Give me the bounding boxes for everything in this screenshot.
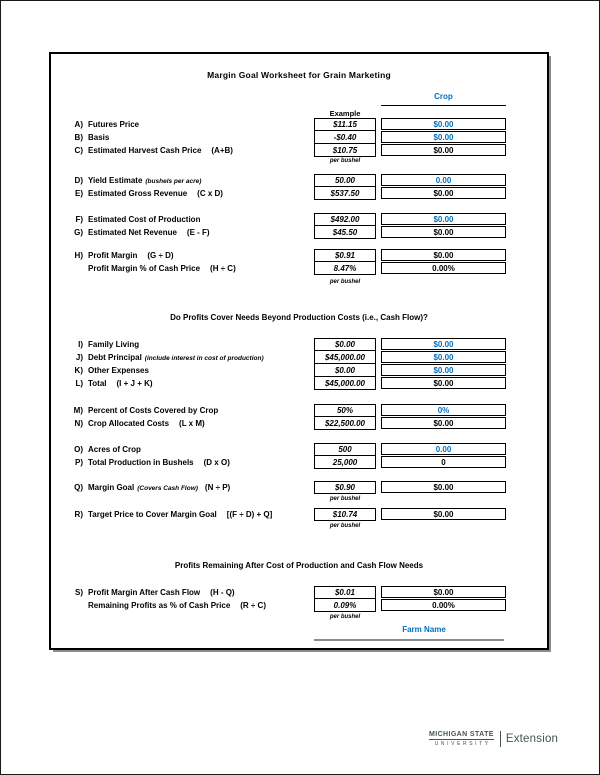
section-title-profits-remaining: Profits Remaining After Cost of Production and Cash Flow Needs [174,561,424,570]
row-label-text: Futures Price [88,120,140,129]
row-label [88,131,119,144]
crop-value-cell: $0.00 [381,508,506,520]
crop-value-cell: $0.00 [381,144,506,156]
crop-value-cell: $0.00 [381,338,506,350]
row-letter: M) [73,406,83,415]
row-label-text: Total [88,379,107,388]
per-bushel-footnote: per bushel [329,523,361,529]
crop-value-cell: $0.00 [381,417,506,429]
worksheet-row [51,118,547,131]
row-label [88,481,230,494]
crop-value-cell: 0.00 [381,174,506,186]
example-value-cell: $0.00 [314,364,376,377]
row-formula: (L x M) [179,419,205,428]
example-value-cell: $0.91 [314,249,376,262]
row-label [88,187,223,200]
per-bushel-footnote: per bushel [329,496,361,502]
row-letter: C) [74,146,83,155]
row-label-text: Remaining Profits as % of Cash Price [88,601,231,610]
row-formula: (C x D) [197,189,223,198]
worksheet-row [51,456,547,469]
msu-wordmark-line1: MICHIGAN STATE [429,731,494,738]
msu-wordmark-line2: UNIVERSITY [434,741,491,747]
crop-value-cell: $0.00 [381,481,506,493]
row-formula: (H - Q) [210,588,235,597]
row-letter: A) [74,120,83,129]
row-label [88,351,271,364]
row-formula: (N ÷ P) [204,483,231,492]
example-value-cell: $10.75 [314,144,376,157]
crop-value-cell: $0.00 [381,118,506,130]
row-letter: I) [78,340,83,349]
row-label-text: Crop Allocated Costs [88,419,170,428]
section-title-cash-flow: Do Profits Cover Needs Beyond Production Costs (i.e., Cash Flow)? [170,313,428,322]
crop-value-cell: $0.00 [381,364,506,376]
example-value-cell: $10.74 [314,508,376,521]
worksheet-row [51,187,547,200]
example-value-cell: $22,500.00 [314,417,376,430]
farm-name-underline [314,639,504,641]
row-label-text: Basis [88,133,110,142]
example-value-cell: $0.01 [314,586,376,599]
row-letter: K) [74,366,83,375]
row-letter: E) [75,189,83,198]
worksheet-box [49,52,549,650]
row-label-text: Other Expenses [88,366,149,375]
row-formula: (E - F) [186,228,210,237]
row-label [88,364,159,377]
row-letter [61,599,83,612]
example-value-cell: $45,000.00 [314,377,376,390]
row-letter: F) [75,215,83,224]
row-letter: O) [74,445,83,454]
row-formula: [(F ÷ D) + Q] [226,510,273,519]
row-label-text: Acres of Crop [88,445,141,454]
worksheet-row [51,144,547,157]
row-label-text: Debt Principal [88,353,142,362]
row-label-text: Total Production in Bushels [88,458,194,467]
row-note: (bushels per acre) [145,178,202,185]
logo-divider [500,731,501,747]
row-letter: Q) [74,483,83,492]
row-letter: L) [75,379,83,388]
worksheet-row [51,508,547,521]
crop-value-cell: $0.00 [381,377,506,389]
row-label [88,599,266,612]
row-letter: R) [74,510,83,519]
row-label-text: Profit Margin [88,251,138,260]
worksheet-row [51,174,547,187]
row-letter: S) [75,588,83,597]
row-label [88,249,174,262]
row-note: (include interest in cost of production) [144,355,264,362]
row-label [88,338,149,351]
row-label-text: Profit Margin % of Cash Price [88,264,201,273]
example-value-cell: $0.90 [314,481,376,494]
row-formula: (R ÷ C) [240,601,266,610]
worksheet-row [51,377,547,390]
crop-value-cell: 0% [381,404,506,416]
page-title: Margin Goal Worksheet for Grain Marketing [207,70,391,80]
row-letter: N) [74,419,83,428]
row-formula: (D x O) [203,458,230,467]
row-letter: J) [75,353,83,362]
example-value-cell: 500 [314,443,376,456]
worksheet-row [51,249,547,262]
example-value-cell: $11.15 [314,118,376,131]
worksheet-row [51,443,547,456]
row-label-text: Margin Goal [88,483,135,492]
row-label [88,226,210,239]
row-label-text: Estimated Harvest Cash Price [88,146,202,155]
crop-value-cell: $0.00 [381,226,506,238]
row-label-text: Family Living [88,340,140,349]
row-note: (Covers Cash Flow) [137,485,198,492]
row-label [88,456,230,469]
crop-value-cell: 0.00% [381,262,506,274]
row-letter: P) [75,458,83,467]
row-label-text: Estimated Cost of Production [88,215,201,224]
row-formula: (A+B) [211,146,233,155]
worksheet-row [51,262,547,275]
row-letter: B) [74,133,83,142]
per-bushel-footnote: per bushel [329,614,361,620]
row-label-text: Yield Estimate [88,176,143,185]
worksheet-row [51,338,547,351]
example-value-cell: $45,000.00 [314,351,376,364]
row-label-text: Estimated Gross Revenue [88,189,188,198]
crop-header-underline [381,105,506,106]
crop-value-cell: $0.00 [381,586,506,598]
crop-value-cell: $0.00 [381,351,506,363]
row-label [88,443,151,456]
row-formula: (H ÷ C) [210,264,236,273]
worksheet-row [51,351,547,364]
row-label [88,417,205,430]
example-value-cell: 50% [314,404,376,417]
farm-name-label: Farm Name [402,625,446,634]
row-letter [61,262,83,275]
crop-value-cell: $0.00 [381,249,506,261]
row-label [88,262,236,275]
example-value-cell: $492.00 [314,213,376,226]
row-label [88,377,153,390]
crop-value-cell: 0 [381,456,506,468]
worksheet-row [51,586,547,599]
example-value-cell: 8.47% [314,262,376,275]
worksheet-row [51,213,547,226]
per-bushel-footnote: per bushel [329,158,361,164]
example-value-cell: 25,000 [314,456,376,469]
example-value-cell: $537.50 [314,187,376,200]
row-letter: H) [74,251,83,260]
row-label [88,118,149,131]
example-value-cell: 0.09% [314,599,376,612]
worksheet-row [51,417,547,430]
worksheet-row [51,599,547,612]
worksheet-row [51,131,547,144]
example-value-cell: $45.50 [314,226,376,239]
row-formula: (G ÷ D) [147,251,174,260]
crop-column-header: Crop [434,92,453,101]
row-formula: (I + J + K) [116,379,153,388]
row-label [88,144,233,157]
msu-wordmark [429,731,494,747]
worksheet-row [51,226,547,239]
crop-value-cell: $0.00 [381,187,506,199]
example-value-cell: $0.00 [314,338,376,351]
example-value-cell: -$0.40 [314,131,376,144]
row-label-text: Profit Margin After Cash Flow [88,588,201,597]
worksheet-row [51,364,547,377]
row-label [88,404,228,417]
row-label [88,508,272,521]
per-bushel-footnote: per bushel [329,279,361,285]
worksheet-row [51,404,547,417]
row-label [88,586,235,599]
crop-value-cell: 0.00% [381,599,506,611]
crop-value-cell: $0.00 [381,213,506,225]
row-label [88,174,208,187]
row-letter: G) [74,228,83,237]
row-letter: D) [74,176,83,185]
extension-label: Extension [505,733,559,745]
row-label-text: Estimated Net Revenue [88,228,177,237]
row-label-text: Percent of Costs Covered by Crop [88,406,219,415]
row-label-text: Target Price to Cover Margin Goal [88,510,217,519]
worksheet-row [51,481,547,494]
example-column-header: Example [329,109,361,118]
crop-value-cell: 0.00 [381,443,506,455]
crop-value-cell: $0.00 [381,131,506,143]
example-value-cell: 50.00 [314,174,376,187]
row-label [88,213,210,226]
michigan-state-extension-logo [429,731,558,747]
